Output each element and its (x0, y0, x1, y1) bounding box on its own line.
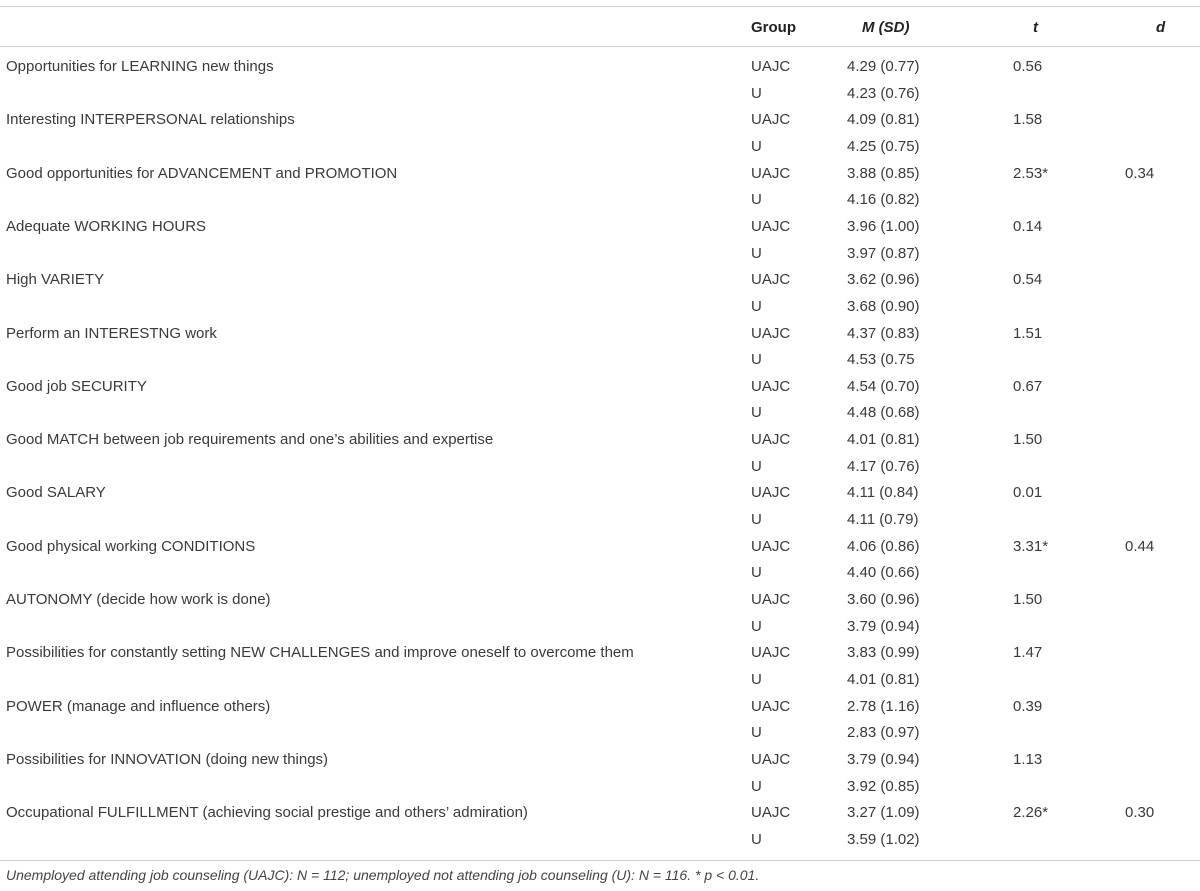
table-row (0, 586, 1200, 612)
table-row (0, 399, 1200, 425)
row-group: UAJC (751, 271, 791, 289)
table-row (0, 666, 1200, 692)
row-t-value: 2.53* (1013, 164, 1049, 182)
table-row (0, 613, 1200, 639)
table-row (0, 799, 1200, 825)
row-t-value: 3.31* (1013, 537, 1049, 555)
row-mean-sd: 3.59 (1.02) (847, 830, 920, 848)
header-t: t (1033, 19, 1038, 36)
row-mean-sd: 4.01 (0.81) (847, 670, 920, 688)
row-t-value: 0.67 (1013, 377, 1043, 395)
header-group: Group (751, 19, 796, 36)
table-row (0, 240, 1200, 266)
row-t-value: 0.01 (1013, 484, 1043, 502)
table-row (0, 773, 1200, 799)
row-item-label: Adequate WORKING HOURS (6, 217, 207, 235)
row-item-label: Occupational FULFILLMENT (achieving social prestige and others’ admiration) (6, 804, 528, 822)
table-row (0, 213, 1200, 239)
row-group: U (751, 351, 762, 369)
row-t-value: 1.13 (1013, 750, 1043, 768)
table-row (0, 506, 1200, 532)
row-mean-sd: 4.16 (0.82) (847, 191, 920, 209)
row-group: U (751, 564, 762, 582)
row-group: UAJC (751, 537, 791, 555)
row-t-value: 1.50 (1013, 591, 1043, 608)
row-mean-sd: 4.40 (0.66) (847, 564, 920, 582)
table-row (0, 186, 1200, 212)
row-t-value: 1.50 (1013, 431, 1043, 449)
row-mean-sd: 3.83 (0.99) (847, 644, 920, 662)
table-row (0, 266, 1200, 292)
row-group: U (751, 617, 762, 635)
header-m: M (862, 19, 875, 36)
table-row (0, 453, 1200, 479)
row-t-value: 2.26* (1013, 804, 1049, 822)
table-row (0, 293, 1200, 319)
row-item-label: Good job SECURITY (6, 377, 147, 395)
row-mean-sd: 2.83 (0.97) (847, 724, 920, 742)
row-group: UAJC (751, 750, 791, 768)
table-row (0, 160, 1200, 186)
row-mean-sd: 4.11 (0.79) (847, 511, 919, 529)
row-group: U (751, 191, 762, 209)
row-d-value: 0.30 (1125, 804, 1155, 822)
row-group: UAJC (751, 377, 791, 395)
table-row (0, 426, 1200, 452)
row-item-label: Good opportunities for ADVANCEMENT and PROMOTION (6, 164, 398, 182)
row-group: U (751, 244, 762, 262)
row-item-label: POWER (manage and influence others) (6, 697, 271, 715)
row-t-value: 1.47 (1013, 644, 1043, 662)
row-mean-sd: 3.27 (1.09) (847, 804, 920, 822)
row-item-label: Opportunities for LEARNING new things (6, 58, 274, 75)
table-row (0, 719, 1200, 745)
table-header (0, 6, 1200, 47)
row-group: UAJC (751, 591, 791, 608)
row-mean-sd: 4.53 (0.75 (847, 351, 915, 369)
row-mean-sd: 4.25 (0.75) (847, 137, 920, 155)
row-mean-sd: 3.79 (0.94) (847, 617, 920, 635)
header-d: d (1156, 19, 1166, 36)
row-group: U (751, 404, 762, 422)
table-row (0, 346, 1200, 372)
table-row (0, 533, 1200, 559)
row-item-label: Perform an INTERESTNG work (6, 324, 217, 342)
row-mean-sd: 4.06 (0.86) (847, 537, 920, 555)
row-group: U (751, 830, 762, 848)
table-row (0, 80, 1200, 106)
row-item-label: Good MATCH between job requirements and one’s abilities and expertise (6, 431, 494, 449)
row-mean-sd: 4.48 (0.68) (847, 404, 920, 422)
header-sd: SD (883, 19, 905, 36)
row-item-label: High VARIETY (6, 271, 105, 289)
row-t-value: 0.14 (1013, 217, 1043, 235)
row-item-label: Possibilities for INNOVATION (doing new things) (6, 750, 329, 768)
row-t-value: 1.58 (1013, 111, 1043, 129)
table-footnote: Unemployed attending job counseling (UAJC): N = 112; unemployed not attending job counseling (U): N = 116. * p < 0.01. (6, 867, 760, 883)
table-row (0, 746, 1200, 772)
row-item-label: Interesting INTERPERSONAL relationships (6, 111, 295, 129)
row-group: U (751, 511, 762, 529)
row-item-label: Good SALARY (6, 484, 106, 502)
table-row (0, 639, 1200, 665)
table-row (0, 693, 1200, 719)
table-row (0, 559, 1200, 585)
row-item-label: Good physical working CONDITIONS (6, 537, 256, 555)
row-mean-sd: 3.96 (1.00) (847, 217, 920, 235)
row-group: U (751, 724, 762, 742)
row-group: U (751, 297, 762, 315)
table-row (0, 106, 1200, 132)
row-mean-sd: 3.60 (0.96) (847, 591, 920, 608)
row-group: U (751, 84, 762, 102)
row-mean-sd: 4.17 (0.76) (847, 457, 920, 475)
row-group: UAJC (751, 697, 791, 715)
row-group: UAJC (751, 804, 791, 822)
row-mean-sd: 4.01 (0.81) (847, 431, 920, 449)
row-item-label: Possibilities for constantly setting NEW CHALLENGES and improve oneself to overcome them (6, 644, 634, 662)
row-mean-sd: 4.09 (0.81) (847, 111, 920, 129)
row-group: UAJC (751, 324, 791, 342)
row-group: UAJC (751, 58, 791, 75)
table-row (0, 479, 1200, 505)
row-mean-sd: 4.54 (0.70) (847, 377, 920, 395)
row-mean-sd: 3.88 (0.85) (847, 164, 920, 182)
table-row (0, 373, 1200, 399)
row-mean-sd: 3.68 (0.90) (847, 297, 920, 315)
table-row (0, 826, 1200, 852)
row-mean-sd: 3.79 (0.94) (847, 750, 920, 768)
row-group: U (751, 777, 762, 795)
row-t-value: 1.51 (1013, 324, 1043, 342)
row-group: UAJC (751, 217, 791, 235)
table-row (0, 320, 1200, 346)
row-d-value: 0.44 (1125, 537, 1155, 555)
row-mean-sd: 3.92 (0.85) (847, 777, 920, 795)
row-t-value: 0.56 (1013, 58, 1043, 75)
row-group: UAJC (751, 644, 791, 662)
row-group: UAJC (751, 431, 791, 449)
row-mean-sd: 4.37 (0.83) (847, 324, 920, 342)
row-item-label: AUTONOMY (decide how work is done) (6, 591, 271, 608)
row-t-value: 0.54 (1013, 271, 1043, 289)
bottom-rule (0, 860, 1200, 861)
row-mean-sd: 2.78 (1.16) (847, 697, 920, 715)
table-row (0, 53, 1200, 79)
row-group: UAJC (751, 164, 791, 182)
row-mean-sd: 3.97 (0.87) (847, 244, 920, 262)
header-m-sd: M (SD) (862, 19, 910, 36)
row-group: UAJC (751, 111, 791, 129)
row-group: UAJC (751, 484, 791, 502)
row-d-value: 0.34 (1125, 164, 1155, 182)
row-t-value: 0.39 (1013, 697, 1043, 715)
row-group: U (751, 670, 762, 688)
table-row (0, 133, 1200, 159)
row-mean-sd: 4.23 (0.76) (847, 84, 920, 102)
row-mean-sd: 3.62 (0.96) (847, 271, 920, 289)
row-group: U (751, 457, 762, 475)
row-mean-sd: 4.11 (0.84) (847, 484, 919, 502)
row-mean-sd: 4.29 (0.77) (847, 58, 920, 75)
row-group: U (751, 137, 762, 155)
